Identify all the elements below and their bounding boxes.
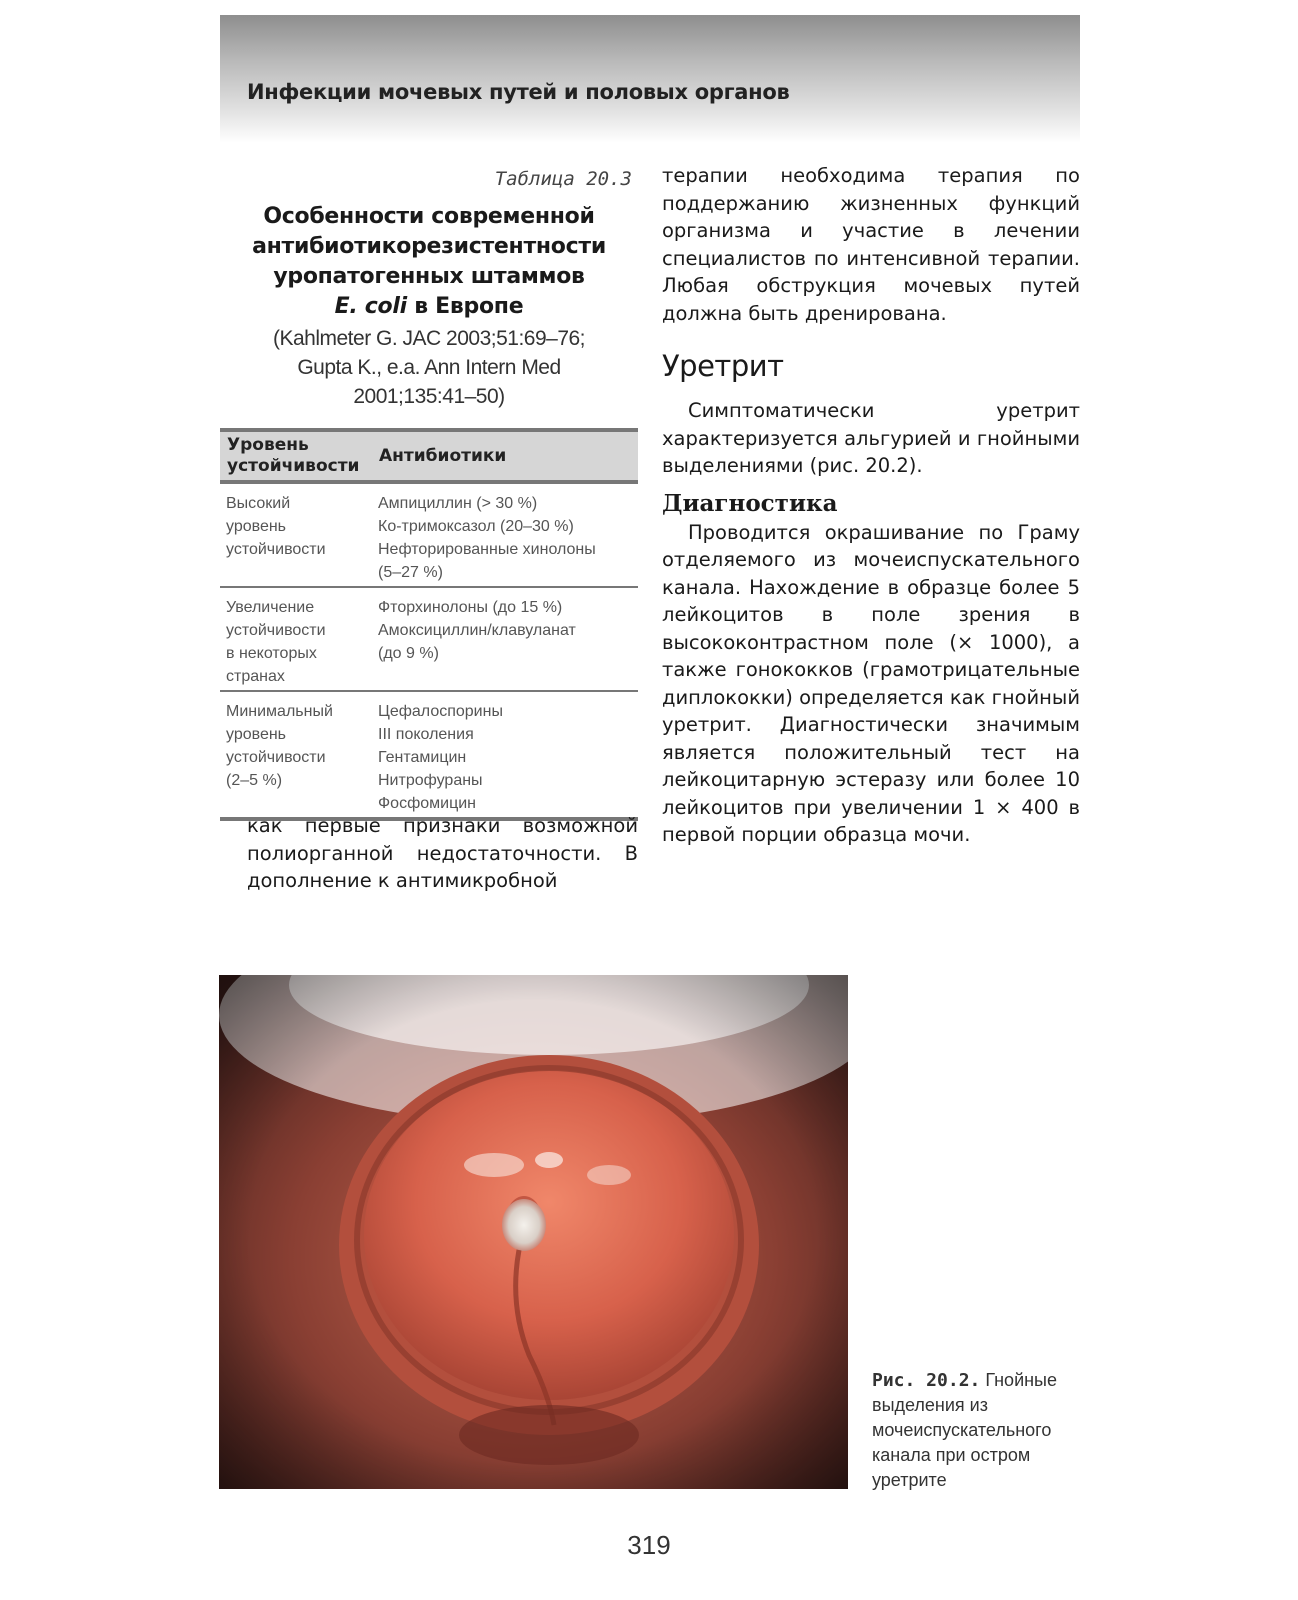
level-line: Увеличение [226, 599, 315, 616]
level-cell [220, 482, 372, 587]
header-band [220, 15, 1080, 143]
table-title-species: E. coli [334, 294, 407, 319]
level-line: в некоторых [226, 645, 317, 662]
table-title-line [220, 292, 638, 322]
antibiotic-line: (до 9 %) [378, 645, 439, 662]
table-title-line: уропатогенных штаммов [273, 264, 585, 289]
antibiotic-line: Ко-тримоксазол (20–30 %) [378, 518, 574, 535]
table-reference-line: 2001;135:41–50) [353, 385, 505, 408]
level-line: уровень [226, 726, 287, 743]
table-reference-line: Gupta K., e.a. Ann Intern Med [297, 356, 561, 379]
heading-diagnostics: Диагностика [662, 489, 838, 517]
level-cell [220, 691, 372, 819]
level-line: устойчивости [226, 622, 326, 639]
antibiotic-line: Ампициллин (> 30 %) [378, 495, 538, 512]
antibiotic-line: Фосфомицин [378, 795, 476, 812]
antibiotics-cell [372, 587, 638, 691]
clinical-photo-illustration [219, 975, 848, 1489]
resistance-table [220, 428, 638, 821]
table-header-level: Уровень устойчивости [220, 430, 372, 482]
table-title [220, 202, 638, 322]
antibiotic-line: Гентамицин [378, 749, 467, 766]
table-reference [220, 324, 638, 411]
antibiotic-line: Нитрофураны [378, 772, 483, 789]
level-line: (2–5 %) [226, 772, 283, 789]
level-line: Минимальный [226, 703, 333, 720]
running-header-title: Инфекции мочевых путей и половых органов [247, 80, 790, 104]
level-line: устойчивости [226, 541, 326, 558]
antibiotic-line: Амоксициллин/клавуланат [378, 622, 576, 639]
level-line: устойчивости [226, 749, 326, 766]
table-title-suffix: в Европе [406, 294, 524, 319]
antibiotic-line: III поколения [378, 726, 474, 743]
antibiotics-cell [372, 482, 638, 587]
figure-caption [872, 1368, 1082, 1493]
level-line: Высокий [226, 495, 291, 512]
antibiotic-line: Нефторированные хинолоны [378, 541, 596, 558]
level-line: уровень [226, 518, 287, 535]
page-number: 319 [627, 1530, 671, 1560]
antibiotics-cell [372, 691, 638, 819]
table-title-line: Особенности современной [263, 204, 595, 229]
level-cell [220, 587, 372, 691]
figure-number: Рис. 20.2. [872, 1370, 981, 1391]
table-label: Таблица 20.3 [494, 168, 632, 190]
table-header-antibiotics: Антибиотики [372, 430, 638, 482]
level-line: странах [226, 668, 285, 685]
table-title-line: антибиотикорезистентности [252, 234, 606, 259]
heading-urethritis: Уретрит [662, 349, 784, 383]
paragraph-therapy: терапии необходима терапия по поддержанию жизненных функций организма и участие в лечении специалистов по интенсивной терапии. Любая обструкция мочевых путей должна быть дренирована. [662, 164, 1080, 325]
paragraph-diagnostics: Проводится окрашивание по Граму отделяемого из мочеиспускательного канала. Нахождение в образце более 5 лейкоцитов в поле зрения в высококонтрастном поле (× 1000), а также гонококков (грамотрицательные диплококки) определяется как гнойный уретрит. Диагностически значимым является положительный тест на лейкоцитарную эстеразу или более 10 лейкоцитов при увеличении 1 × 400 в первой порции образца мочи. [662, 520, 1080, 846]
clinical-photo [219, 975, 848, 1489]
figure-caption-text: Гнойные выделения из мочеиспускательного канала при остром уретрите [872, 1370, 1058, 1490]
right-column [662, 162, 1080, 849]
paragraph-symptoms: Симптоматически уретрит характеризуется альгурией и гнойными выделениями (рис. 20.2). [662, 399, 1080, 477]
antibiotic-line: (5–27 %) [378, 564, 443, 581]
table-row [220, 587, 638, 691]
table-header-row [220, 430, 638, 482]
table-caption-block [220, 168, 638, 411]
left-column-continuation: как первые признаки возможной полиорганной недостаточности. В дополнение к антимикробной [247, 814, 638, 892]
table-row [220, 691, 638, 819]
antibiotic-line: Цефалоспорины [378, 703, 503, 720]
table-reference-line: (Kahlmeter G. JAC 2003;51:69–76; [272, 327, 586, 350]
antibiotic-line: Фторхинолоны (до 15 %) [378, 599, 563, 616]
table-row [220, 482, 638, 587]
